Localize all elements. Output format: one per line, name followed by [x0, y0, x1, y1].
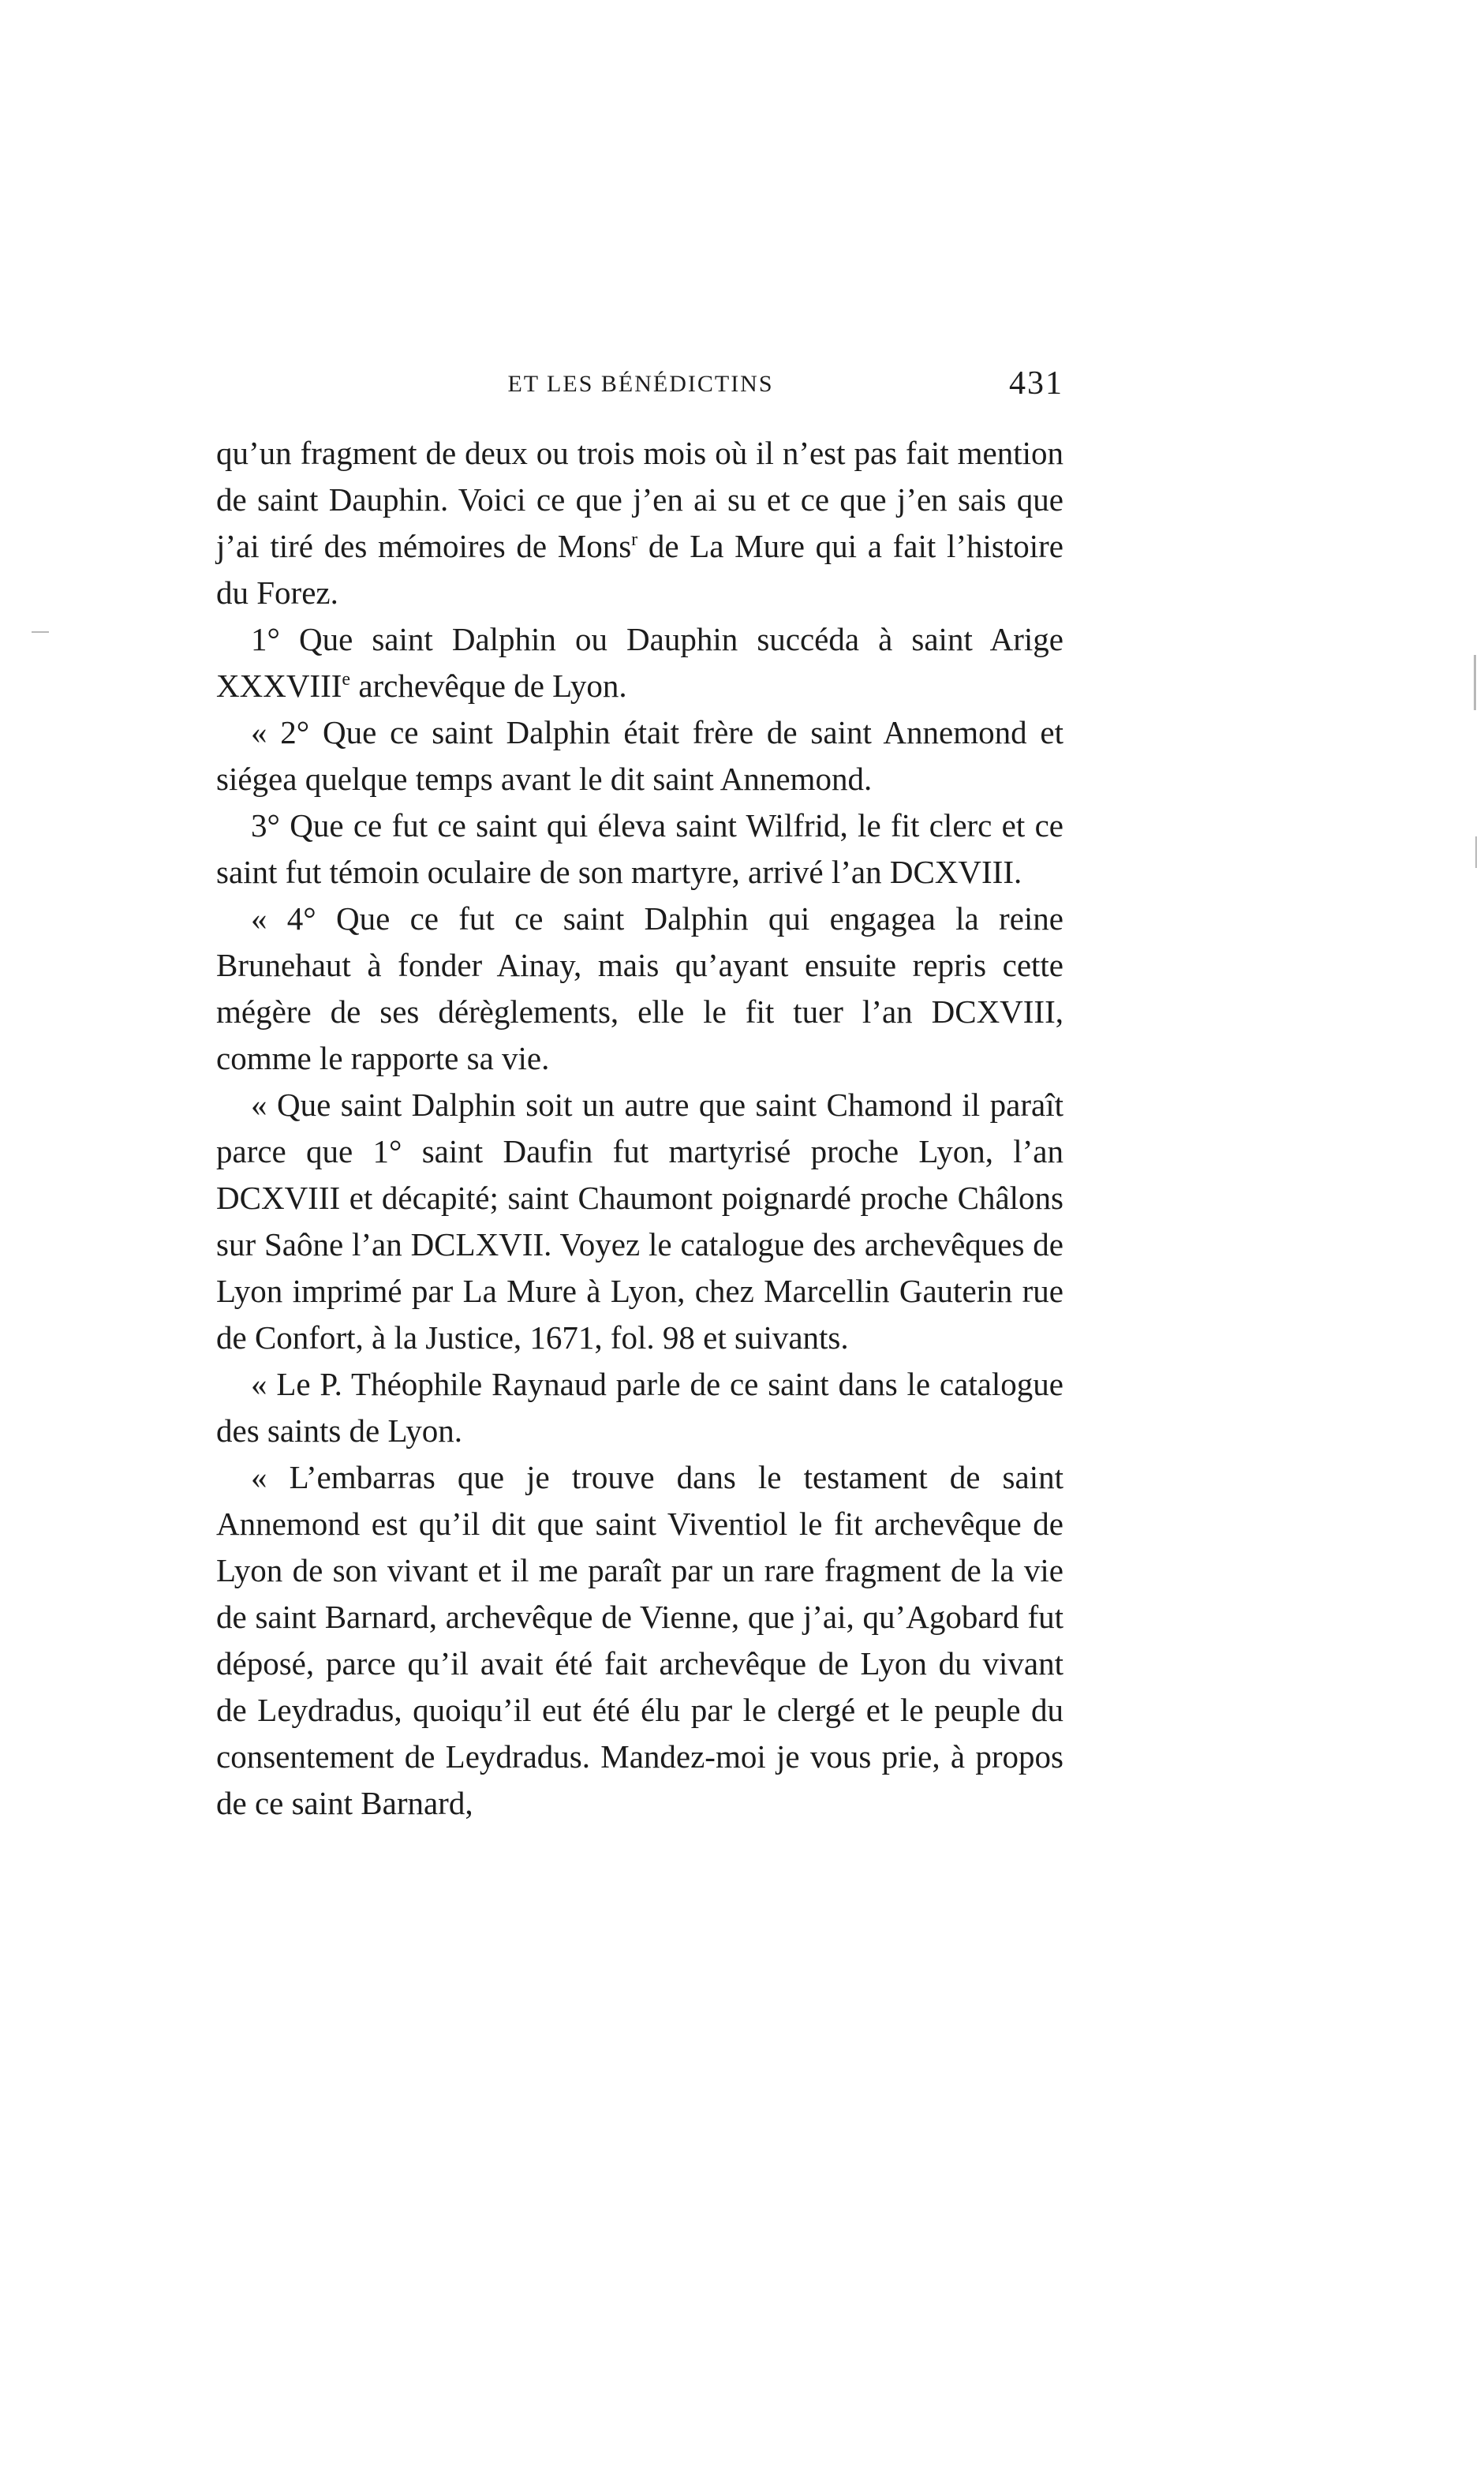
paragraph-text: archevêque de Lyon.	[350, 668, 627, 704]
paragraph-text: « L’embarras que je trouve dans le testament de saint Annemond est qu’il dit que saint Viventiol le fit archevêque de Lyon de son vivant et il me paraît par un rare fragment de la vie de saint Barnard, archevêque de Vienne, que j’ai, qu’Agobard fut déposé, parce qu’il avait été fait archevêque de Lyon du vivant de Leydradus, quoiqu’il eut été élu par le clergé et le peuple du consentement de Leydradus. Mandez-moi je vous prie, à propos de ce saint Barnard,	[216, 1459, 1063, 1821]
body-text	[216, 430, 1063, 1827]
scan-edge-mark	[1474, 655, 1476, 710]
paragraph-text: 3° Que ce fut ce saint qui éleva saint Wilfrid, le fit clerc et ce saint fut témoin oculaire de son martyre, arrivé l’an DCXVIII.	[216, 807, 1063, 890]
paragraph	[216, 896, 1063, 1082]
paragraph	[216, 1361, 1063, 1454]
paragraph	[216, 802, 1063, 896]
paragraph-text: « Que saint Dalphin soit un autre que saint Chamond il paraît parce que 1° saint Daufin fut martyrisé proche Lyon, l’an DCXVIII et décapité; saint Chaumont poignardé proche Châlons sur Saône l’an DCLXVII. Voyez le catalogue des archevêques de Lyon imprimé par La Mure à Lyon, chez Marcellin Gauterin rue de Confort, à la Justice, 1671, fol. 98 et suivants.	[216, 1087, 1063, 1356]
paragraph-text: qu’un fragment de deux ou trois mois où il n’est pas fait mention de saint Dauphin. Voici ce que j’en ai su et ce que j’en sais que j’ai tiré des mémoires de Mons	[216, 435, 1063, 564]
paragraph-text: « 2° Que ce saint Dalphin était frère de saint Annemond et siégea quelque temps avant le dit saint Annemond.	[216, 714, 1063, 797]
paragraph	[216, 1454, 1063, 1827]
scan-edge-mark	[32, 631, 49, 633]
superscript-text: e	[342, 669, 351, 690]
paragraph	[216, 709, 1063, 802]
paragraph-text: 1° Que saint Dalphin ou Dauphin succéda à saint Arige XXXVIII	[216, 621, 1063, 704]
running-title: ET LES BÉNÉDICTINS	[507, 371, 774, 397]
paragraph-text: de La Mure qui a fait l’histoire du Forez.	[216, 528, 1063, 611]
paragraph-text: « Le P. Théophile Raynaud parle de ce saint dans le catalogue des saints de Lyon.	[216, 1366, 1063, 1449]
paragraph-text: « 4° Que ce fut ce saint Dalphin qui engagea la reine Brunehaut à fonder Ainay, mais qu’ayant ensuite repris cette mégère de ses dérèglements, elle le fit tuer l’an DCXVIII, comme le rapporte sa vie.	[216, 900, 1063, 1076]
page-number: 431	[1009, 365, 1063, 402]
paragraph	[216, 430, 1063, 616]
running-head	[218, 365, 1063, 412]
paragraph	[216, 616, 1063, 709]
scan-edge-mark	[1475, 836, 1477, 868]
superscript-text: r	[631, 529, 638, 550]
paragraph	[216, 1082, 1063, 1361]
